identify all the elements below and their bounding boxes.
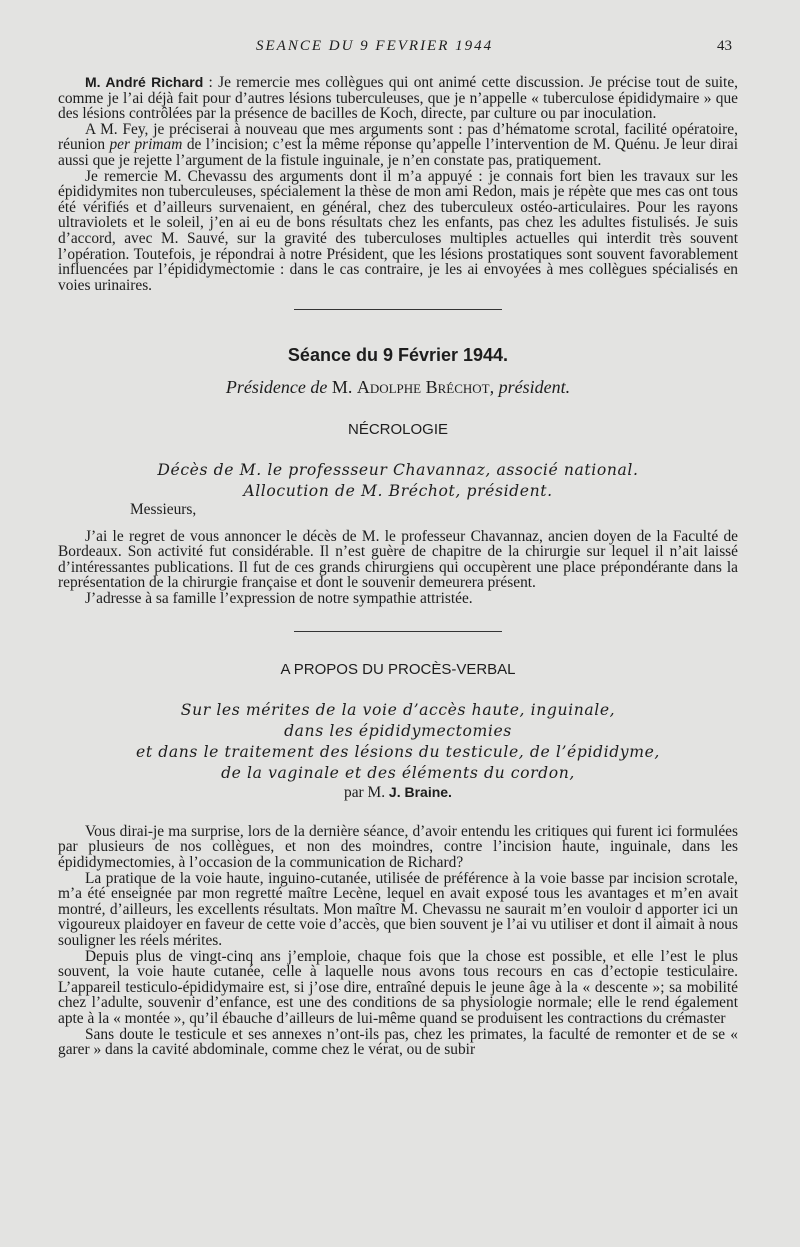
president-name: Adolphe Bréchot <box>356 376 490 397</box>
article-paragraph-4: Sans doute le testicule et ses annexes n’ont-ils pas, chez les primates, la faculté de remonter et de se « garer » dans la cavité abdominale, comme chez le vérat, ou de subir <box>58 1025 738 1059</box>
presidency-line <box>58 376 738 397</box>
necrology-subtitle-line-1: Décès de M. le professseur Chavannaz, associé national. <box>157 461 639 480</box>
page-header <box>0 34 800 58</box>
presidency-suffix: , président. <box>489 376 571 397</box>
proces-verbal-heading: A PROPOS DU PROCÈS-VERBAL <box>280 660 516 678</box>
necrology-paragraph-1: J’ai le regret de vous annoncer le décès de M. le professeur Chavannaz, ancien doyen de la Faculté de Bordeaux. Son activité fut considérable. Il n’est guère de chapitre de la chirurgie sur lequel il n’ait laissé d’intéressantes publications. Il fut de ces grands chirurgiens qui occupèrent une place prépondérante dans la représentation de la chirurgie française et dont le souvenir demeurera présent. <box>58 527 738 592</box>
section-divider <box>294 631 502 632</box>
byline-prefix: par M. <box>344 784 389 802</box>
latin-phrase: per primam <box>109 136 183 154</box>
article-title-line-3: et dans le traitement des lésions du testicule, de l’épididyme, <box>136 743 660 762</box>
session-title: Séance du 9 Février 1944. <box>287 345 509 366</box>
richard-paragraph-2 <box>58 122 738 169</box>
article-paragraph-3: Depuis plus de vingt-cinq ans j’emploie, chaque fois que la chose est possible, et elle l’est le plus souvent, la voie haute cutanée, celle à laquelle nous avons tous recours en cas d’ectopie testiculaire. L’appareil testiculo-épididymaire est, si j’ose dire, entraîné depuis le jeune âge à la « descente »; sa mobilité chez l’adulte, souvenir d’enfance, est une des conditions de sa physiologie normale; elle le rend également apte à la « montée », qu’il ébauche d’ailleurs de lui-même quand se produisent les contractions du crémaster <box>58 947 738 1027</box>
running-head: SEANCE DU 9 FEVRIER 1944 <box>256 38 494 54</box>
section-divider <box>294 309 502 310</box>
article-paragraph-2: La pratique de la voie haute, inguino-cutanée, utilisée de préférence à la voie basse par incision scrotale, m’a été enseignée par mon regretté maître Lecène, lequel en avait exposé tous les avantages et m’en avait montré, d’ailleurs, les excellents résultats. Mon maître M. Chevassu ne saurait m’en vouloir d apporter ici un vigoureux plaidoyer en faveur de cette voie d’accès, que bien souvent je l’ai vu utiliser et dont il aimait à nous souligner les réels mérites. <box>58 869 738 949</box>
necrology-paragraph-2: J’adresse à sa famille l’expression de notre sympathie attristée. <box>85 590 473 608</box>
article-paragraph-1: Vous dirai-je ma surprise, lors de la dernière séance, d’avoir entendu les critiques qui furent ici formulées par plusieurs de nos collègues, et non des moindres, contre l’incision haute, inguinale, dans les épididymectomies, à l’occasion de la communication de Richard? <box>58 822 738 872</box>
article-title-line-2: dans les épididymectomies <box>284 722 512 741</box>
richard-paragraph-3: Je remercie M. Chevassu des arguments dont il m’a appuyé : je connais fort bien les travaux sur les épididymites non tuberculeuses, spécialement la thèse de mon ami Redon, mais je répète que mes cas ont tous été vérifiés et d’ailleurs survenaient, en général, chez des tuberculeux ostéo-articulaires. Pour les rayons ultraviolets et le soleil, j’en ai eu de bons résultats chez les enfants, pas chez les adultes fistulisés. Je suis d’accord, avec M. Sauvé, sur la gravité des tuberculoses multiples actuelles qui interdit très souvent l’opération. Toutefois, je répondrai à notre Président, que les lésions prostatiques sont souvent favorablement influencées par l’épididymectomie : dans le cas contraire, je les ai envoyées à mes collègues spécialisés en voies urinaires. <box>58 167 738 294</box>
richard-paragraph-1 <box>58 75 738 122</box>
presidency-mid: M. <box>327 376 357 397</box>
necrology-heading: NÉCROLOGIE <box>347 420 449 438</box>
speaker-name: M. André Richard <box>85 74 204 90</box>
salutation: Messieurs, <box>130 501 197 519</box>
richard-paragraph-2-end: de l’incision; c’est la même réponse qu’appelle l’intervention de M. Quénu. Je leur dirai aussi que je rejette l’argument de la fistule inguinale, je n’en constate pas, pratiquement. <box>58 136 739 169</box>
richard-paragraph-1-text: : Je remercie mes collègues qui ont animé cette discussion. Je précise tout de suite, comme je l’ai déjà fait pour d’autres lésions tuberculeuses, que je n’appelle « tuberculose épididymaire » que des lésions contrôlées par la présence de bacilles de Koch, directe, par culture ou par inoculation. <box>58 74 738 123</box>
article-title-line-1: Sur les mérites de la voie d’accès haute, inguinale, <box>180 701 616 720</box>
presidency-prefix: Présidence de <box>225 376 328 397</box>
necrology-subtitle-line-2: Allocution de M. Bréchot, président. <box>243 482 553 501</box>
author-name: J. Braine. <box>388 784 452 801</box>
page-body <box>58 75 738 1058</box>
article-title-line-4: de la vaginale et des éléments du cordon, <box>221 764 575 783</box>
richard-paragraph-2-start: A M. Fey, je préciserai à nouveau que mes arguments sont : pas d’hématome scrotal, facilité opératoire, réunion <box>58 120 738 154</box>
page-number: 43 <box>717 38 732 54</box>
byline <box>58 785 738 801</box>
